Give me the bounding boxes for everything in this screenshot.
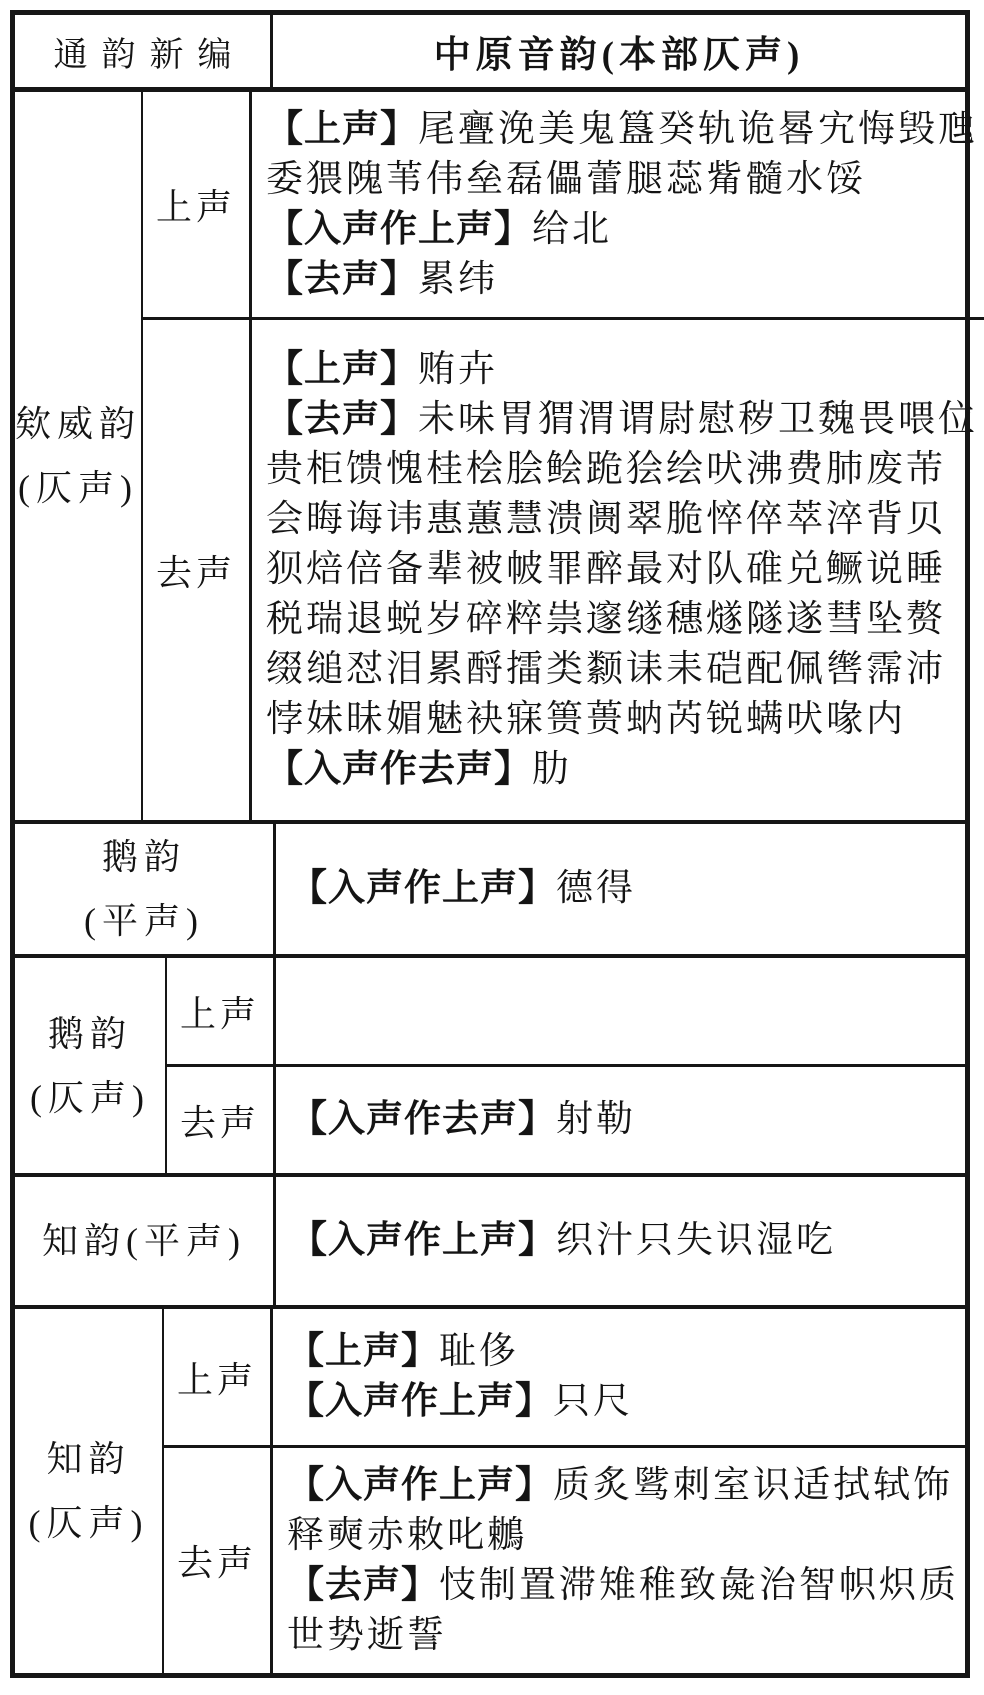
content-line: 狈焙倍备辈被帔罪醉最对队碓兑鳜说睡 bbox=[266, 549, 947, 590]
content-line: 【上声】尾亹浼美鬼簋癸轨诡晷宄悔毁虺 bbox=[266, 108, 979, 150]
content-line: 贵柜馈愧桂桧脍鲙跪狯绘吠沸费肺废芾 bbox=[266, 449, 947, 490]
content-line: 【去声】忮制置滞雉稚致彘治智帜炽质 bbox=[287, 1564, 959, 1606]
tone-label-qusheng: 去声 bbox=[167, 1067, 276, 1173]
header-zhongyuan-yinyun: 中原音韵(本部仄声) bbox=[433, 35, 805, 76]
content-line: 【入声作上声】只尺 bbox=[287, 1381, 633, 1422]
group-label-line: (平声) bbox=[84, 901, 204, 941]
group-label-line: 知韵 bbox=[46, 1439, 131, 1479]
content-line: 【入声作上声】织汁只失识湿吃 bbox=[290, 1220, 836, 1261]
content-cell bbox=[273, 1448, 965, 1673]
content-line: 【去声】未味胃猬渭谓尉慰秽卫魏畏喂位 bbox=[266, 399, 979, 440]
group-label-zhi-ze bbox=[15, 1309, 164, 1673]
content-cell-empty bbox=[276, 958, 965, 1064]
group-label-e-ze bbox=[15, 958, 167, 1173]
group-label-line: (仄声) bbox=[30, 1077, 150, 1118]
group-subrows bbox=[143, 92, 984, 820]
content-cell bbox=[252, 92, 984, 317]
group-label-line: 鹅韵 bbox=[47, 1013, 132, 1054]
group-label-zhi-ping bbox=[15, 1177, 276, 1305]
tone-label-qusheng: 去声 bbox=[143, 320, 252, 820]
content-line: 【入声作上声】质炙骘刺室识适拭轼饰 bbox=[287, 1464, 953, 1506]
group-e-ze bbox=[15, 958, 965, 1177]
table-header-row bbox=[15, 15, 965, 92]
content-line: 世势逝誓 bbox=[287, 1614, 447, 1656]
content-line: 缀缒怼泪累酹擂类颣诔耒硙配佩辔霈沛 bbox=[266, 649, 947, 690]
content-line: 【上声】贿卉 bbox=[266, 349, 499, 390]
group-zhi-ping bbox=[15, 1177, 965, 1309]
content-line: 【入声作上声】德得 bbox=[290, 868, 636, 909]
content-cell bbox=[252, 320, 984, 820]
group-label-line: 知韵(平声) bbox=[42, 1221, 246, 1261]
group-subrows bbox=[167, 958, 965, 1173]
tone-label-shangsheng: 上声 bbox=[167, 958, 276, 1064]
group-subrows bbox=[164, 1309, 965, 1673]
group-label-line: 欸威韵 bbox=[15, 404, 142, 444]
group-label-line: (仄声) bbox=[18, 468, 138, 508]
rhyme-comparison-table bbox=[10, 10, 979, 1678]
table-row bbox=[164, 1309, 965, 1448]
group-zhi-ze bbox=[15, 1309, 965, 1673]
content-line: 【入声作上声】给北 bbox=[266, 208, 613, 250]
group-label-e-ping bbox=[15, 824, 276, 954]
table-row bbox=[167, 958, 965, 1067]
group-eiwei-ze bbox=[15, 92, 979, 824]
content-cell bbox=[276, 824, 965, 954]
group-label-line: 鹅韵 bbox=[101, 837, 186, 877]
table-row bbox=[164, 1448, 965, 1673]
tone-label-qusheng: 去声 bbox=[164, 1448, 273, 1673]
group-label-line: (仄声) bbox=[28, 1503, 149, 1543]
group-e-ping bbox=[15, 824, 965, 958]
content-cell bbox=[276, 1177, 965, 1305]
content-line: 【入声作去声】肋 bbox=[266, 749, 573, 790]
content-line: 会晦诲讳惠蕙慧溃阓翠脆悴倅萃淬背贝 bbox=[266, 499, 947, 540]
content-line: 释奭赤敕叱鶒 bbox=[287, 1514, 527, 1556]
content-line: 委猥隗苇伟垒磊儡蕾腿蕊觜髓水馁 bbox=[266, 158, 867, 200]
content-line: 【去声】累纬 bbox=[266, 258, 499, 300]
table-row bbox=[143, 320, 984, 820]
content-cell bbox=[276, 1067, 965, 1173]
content-cell bbox=[273, 1309, 965, 1445]
table-row bbox=[143, 92, 984, 320]
content-line: 悖妹昧媚魅袂寐篑蒉蚋芮锐螨吠喙内 bbox=[266, 699, 907, 740]
content-line: 税瑞退蜕岁碎粹祟邃䍁穗燧隧遂彗坠赘 bbox=[266, 599, 947, 640]
table-row bbox=[167, 1067, 965, 1173]
tone-label-shangsheng: 上声 bbox=[164, 1309, 273, 1445]
header-tongyun-xinbian: 通韵新编 bbox=[15, 15, 273, 87]
content-line: 【入声作去声】射勒 bbox=[290, 1099, 636, 1140]
tone-label-shangsheng: 上声 bbox=[143, 92, 252, 317]
group-label-eiwei-ze bbox=[15, 92, 143, 820]
content-line: 【上声】耻侈 bbox=[287, 1331, 519, 1372]
